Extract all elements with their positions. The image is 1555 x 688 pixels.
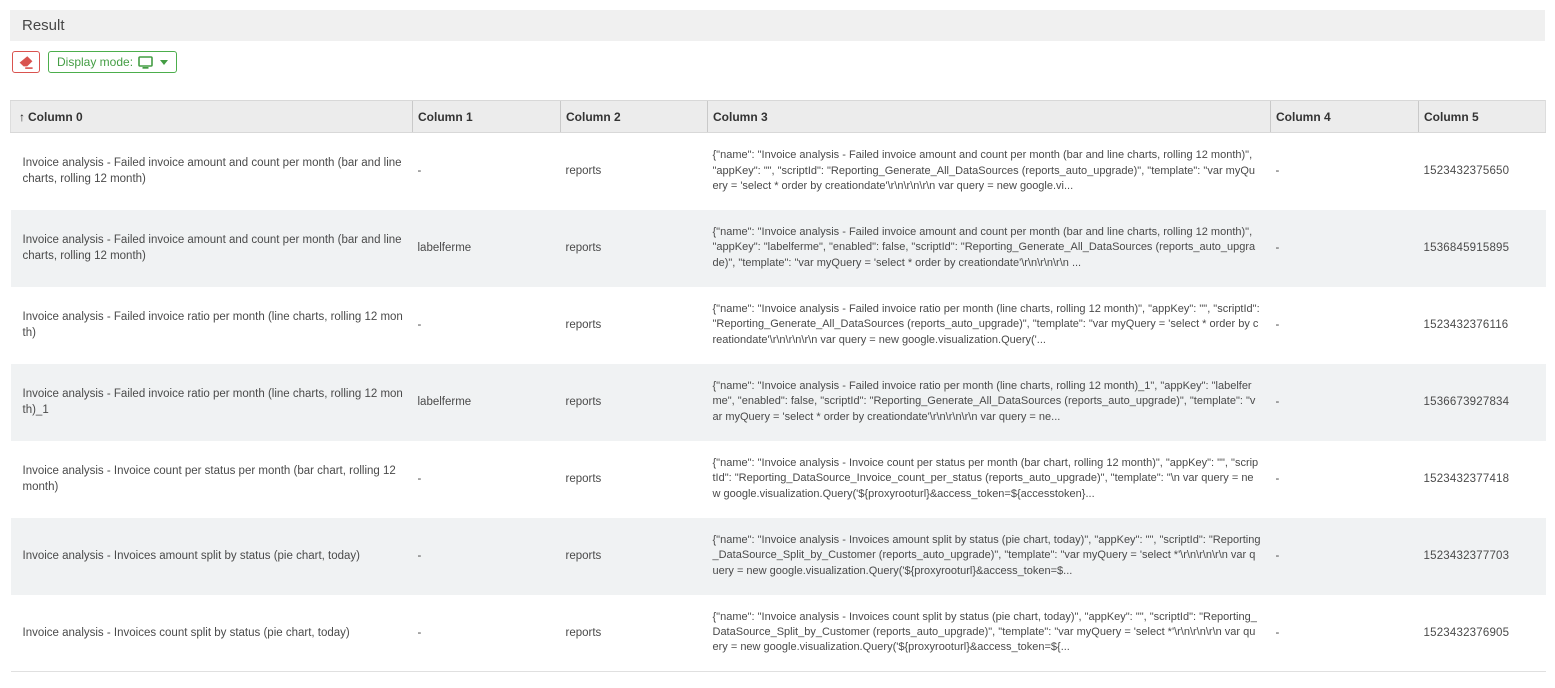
column-header-5[interactable] [1419,101,1546,133]
table-cell: {"name": "Invoice analysis - Failed invoice amount and count per month (bar and line charts, rolling 12 month)", "appKey": "labelferme", "enabled": false, "scriptId": "Reporting_Generate_All_DataSources (reports_auto_upgrade)", "template": "var myQuery = 'select * order by creationdate'\r\n\r\n\r\n ... [712,225,1256,269]
table-row [11,364,1546,441]
result-table-body [11,133,1546,672]
column-header-label: Column 3 [713,109,768,124]
table-cell: {"name": "Invoice analysis - Failed invoice amount and count per month (bar and line charts, rolling 12 month)", "appKey": "", "scriptId": "Reporting_Generate_All_DataSources (reports_auto_upgrade)", "template": "var myQuery = 'select * order by creationdate'\r\n\r\n\r\n var query = new google.vi... [712,149,1255,192]
sort-ascending-icon: ↑ [19,109,25,124]
table-cell: 1523432377703 [1423,549,1510,562]
table-cell: 1536845915895 [1423,241,1510,254]
table-cell: reports [565,549,602,562]
table-cell: Invoice analysis - Failed invoice amount and count per month (bar and line charts, rolling 12 month) [22,157,402,186]
table-cell: 1523432376116 [1423,318,1509,331]
monitor-icon [138,56,153,69]
table-cell: 1523432376905 [1419,595,1546,672]
column-header-label: Column 2 [566,109,621,124]
table-cell: reports [565,165,602,178]
table-cell: - [1275,549,1280,562]
result-panel-header [10,10,1545,41]
table-row [11,595,1546,672]
table-cell: labelferme [417,241,472,254]
table-cell: - [417,549,422,562]
table-cell: Invoice analysis - Invoice count per status per month (bar chart, rolling 12 month) [22,464,396,493]
result-table-head-row [11,101,1546,133]
result-toolbar [12,50,1555,74]
table-cell: {"name": "Invoice analysis - Invoice count per status per month (bar chart, rolling 12 month)", "appKey": "", "scriptId": "Reporting_DataSource_Invoice_count_per_status (reports_auto_upgrade)", "template": "\n var query = new google.visualization.Query('${proxyrooturl}&access_token=${accesstoken}... [712,456,1259,500]
table-cell: - [1271,595,1419,672]
table-cell: Invoice analysis - Failed invoice amount and count per month (bar and line charts, rolling 12 month) [22,233,402,262]
table-cell: - [1275,395,1280,408]
table-row [11,441,1546,518]
table-cell: - [1275,241,1280,254]
result-table [10,100,1546,672]
table-row [11,210,1546,287]
table-cell: - [417,165,422,178]
table-cell: - [1275,318,1280,331]
column-header-label: Column 1 [418,109,473,124]
table-cell: reports [565,318,602,331]
column-header-label: Column 4 [1276,109,1331,124]
table-cell: reports [561,595,708,672]
clear-result-button[interactable] [12,51,40,73]
table-cell: Invoice analysis - Invoices amount split by status (pie chart, today) [22,549,360,562]
result-table-head [11,101,1546,133]
table-cell: 1523432375650 [1423,165,1510,178]
display-mode-label: Display mode: [57,55,134,69]
table-cell: reports [565,241,602,254]
table-cell: reports [565,472,602,485]
eraser-icon [19,56,33,69]
table-cell: {"name": "Invoice analysis - Invoices amount split by status (pie chart, today)", "appKey": "", "scriptId": "Reporting_DataSource_Split_by_Customer (reports_auto_upgrade)", "template": "var myQuery = 'select *'\r\n\r\n\r\n var query = new google.visualization.Query('${proxyrooturl}&access_token=$... [712,533,1261,577]
column-header-0[interactable] [11,101,413,133]
table-row [11,133,1546,210]
table-cell: 1523432377418 [1423,472,1510,485]
table-cell: Invoice analysis - Failed invoice ratio per month (line charts, rolling 12 month)_1 [22,387,403,416]
table-cell: labelferme [417,395,472,408]
column-header-2[interactable] [561,101,708,133]
table-cell: - [417,472,422,485]
table-cell: - [417,318,422,331]
column-header-label: Column 0 [28,109,83,124]
table-cell: {"name": "Invoice analysis - Failed invoice ratio per month (line charts, rolling 12 month)", "appKey": "", "scriptId": "Reporting_Generate_All_DataSources (reports_auto_upgrade)", "template": "var myQuery = 'select * order by creationdate'\r\n\r\n\r\n var query = new google.visualization.Query('... [712,302,1260,346]
table-cell: - [1275,165,1280,178]
table-cell: - [413,595,561,672]
column-header-4[interactable] [1271,101,1419,133]
table-cell: {"name": "Invoice analysis - Failed invoice ratio per month (line charts, rolling 12 month)_1", "appKey": "labelferme", "enabled": false, "scriptId": "Reporting_Generate_All_DataSources (reports_auto_upgrade)", "template": "var myQuery = 'select * order by creationdate'\r\n\r\n\r\n var query = ne... [712,379,1256,423]
table-cell: Invoice analysis - Invoices count split by status (pie chart, today) [11,595,413,672]
column-header-label: Column 5 [1424,109,1479,124]
table-cell: - [1275,472,1280,485]
table-cell: 1536673927834 [1423,395,1510,408]
column-header-1[interactable] [413,101,561,133]
result-panel-title: Result [22,17,65,34]
display-mode-button[interactable] [48,51,177,73]
table-cell: reports [565,395,602,408]
table-row [11,518,1546,595]
caret-down-icon [160,60,168,65]
column-header-3[interactable] [708,101,1271,133]
table-cell: {"name": "Invoice analysis - Invoices count split by status (pie chart, today)", "appKey": "", "scriptId": "Reporting_DataSource_Split_by_Customer (reports_auto_upgrade)", "template": "var myQuery = 'select *'\r\n\r\n\r\n var query = new google.visualization.Query('${proxyrooturl}&access_token=${... [708,595,1271,672]
table-cell: Invoice analysis - Failed invoice ratio per month (line charts, rolling 12 month) [22,310,403,339]
table-row [11,287,1546,364]
